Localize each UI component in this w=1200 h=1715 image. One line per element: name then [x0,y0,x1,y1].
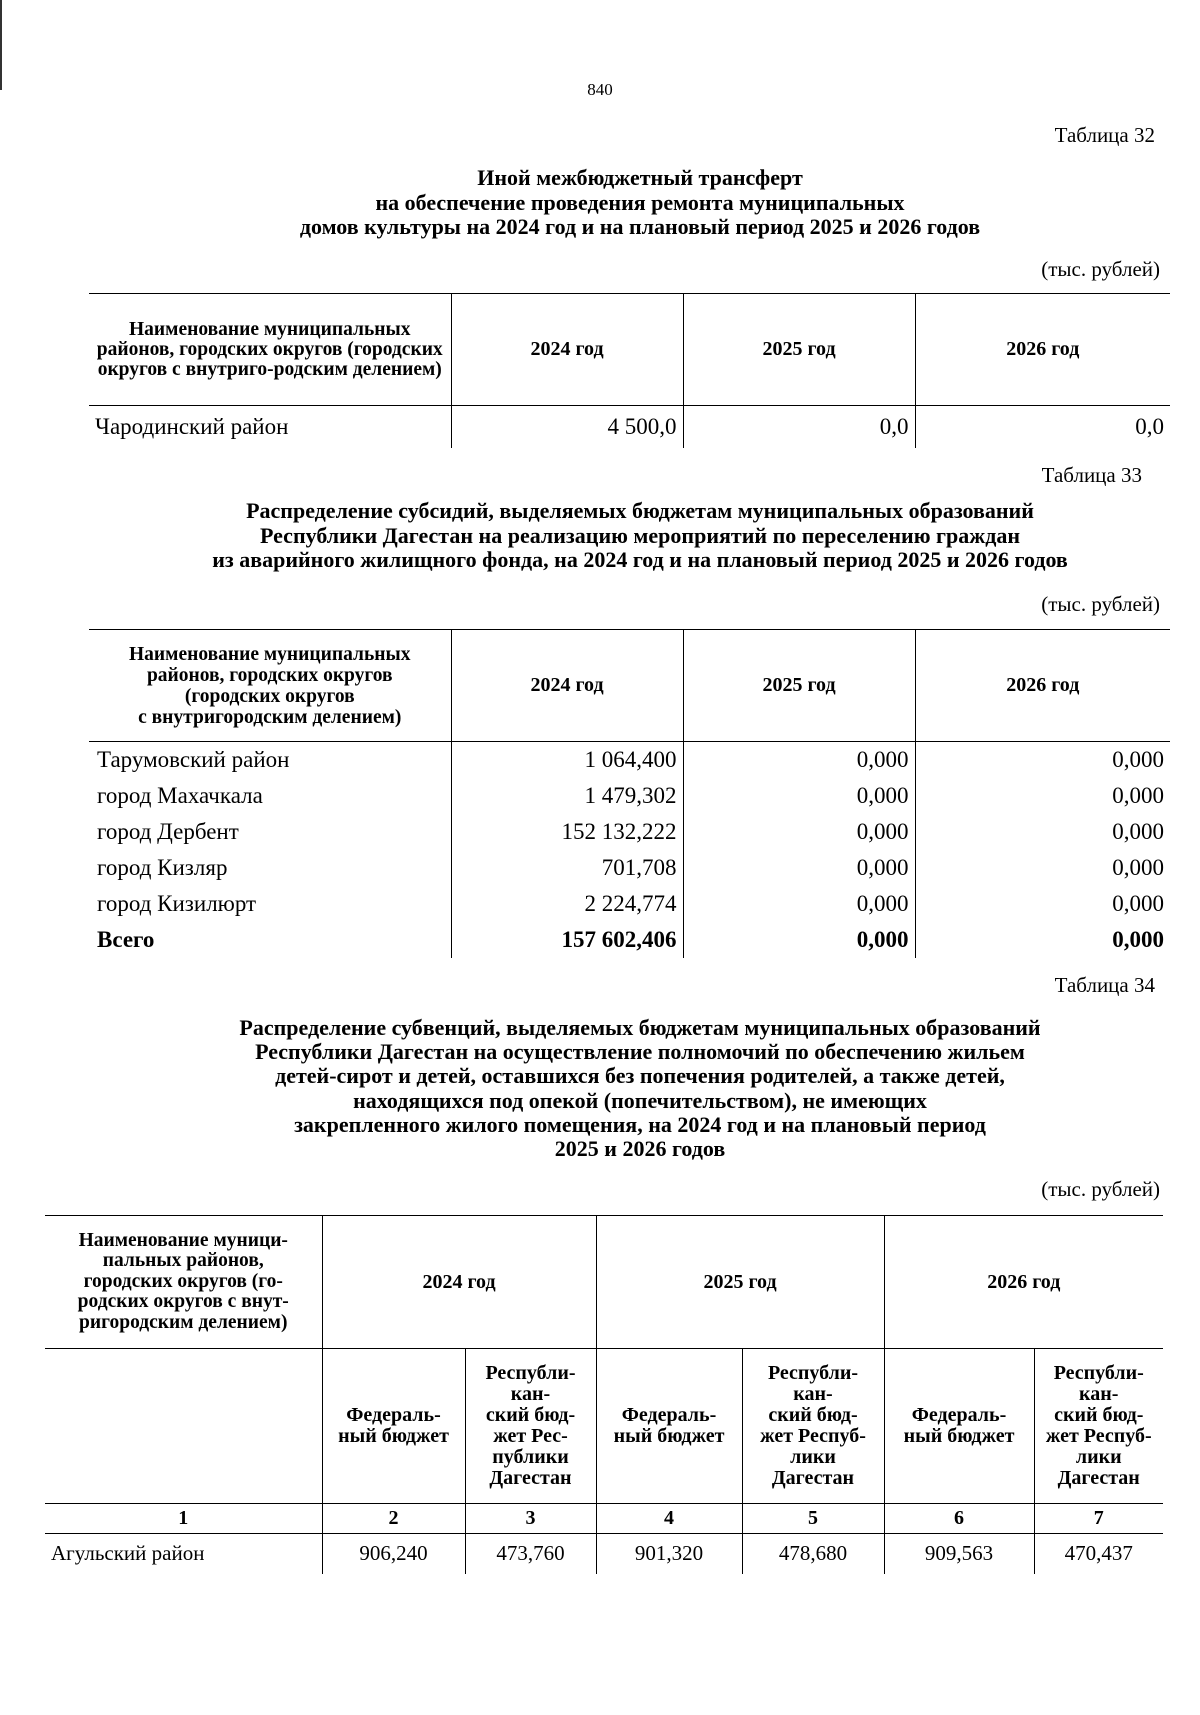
head-federal-2026 [884,1349,1034,1504]
head-line: ный бюджет [903,1425,1015,1447]
table34-title-line: Распределение субвенций, выделяемых бюджетам муниципальных образований [239,1015,1041,1040]
head-line: ский бюд- [1054,1404,1144,1426]
table33-label: Таблица 33 [1041,463,1142,487]
table-row [89,886,1170,922]
head-line: (городских округов [184,685,355,707]
head-line: пальных районов, [102,1250,264,1272]
row-value-2024: 152 132,222 [451,814,683,850]
head-federal-2024 [322,1349,465,1504]
table-row [89,850,1170,886]
total-label: Всего [89,922,451,958]
table32-title-line: домов культуры на 2024 год и на плановый период 2025 и 2026 годов [299,214,981,239]
table32 [89,293,1170,448]
head-line: Республи- [485,1362,576,1384]
row-value-2024: 4 500,0 [451,406,683,448]
table33-head-name [89,630,451,742]
table32-units: (тыс. рублей) [1041,257,1160,281]
table34-title [0,1016,1200,1161]
row-name: Агульский район [45,1534,322,1574]
table34-title-line: Республики Дагестан на осуществление полномочий по обеспечению жильем [255,1039,1025,1065]
row-value-2026: 0,0 [1135,413,1164,439]
table34-title-line: закрепленного жилого помещения, на 2024 год и на плановый период [294,1111,986,1137]
table-row [89,778,1170,814]
row-value-2026: 0,000 [1112,782,1164,808]
column-number: 6 [884,1504,1034,1534]
row-value-c2: 906,240 [322,1534,465,1574]
head-line: публики [492,1446,569,1468]
row-value-c6: 909,563 [884,1534,1034,1574]
table33 [89,629,1170,958]
column-number: 7 [1093,1507,1104,1529]
head-line: жет Рес- [493,1425,568,1447]
head-line: родских округов с внут- [77,1291,289,1313]
head-line: Дагестан [771,1467,855,1489]
scan-edge-mark [0,0,2,90]
row-value-2026: 0,000 [1112,854,1164,880]
table34-head-name [45,1216,322,1349]
column-number: 2 [322,1504,465,1534]
table-row [89,814,1170,850]
row-value-c3: 473,760 [465,1534,596,1574]
table34-column-numbers [45,1504,1163,1534]
table33-head-2026: 2026 год [1006,674,1080,696]
table33-title-line: Республики Дагестан на реализацию мероприятий по переселению граждан [260,522,1020,548]
page-number: 840 [587,80,613,99]
head-line: лики [1075,1446,1122,1468]
row-name: город Кизилюрт [89,886,451,922]
table33-units: (тыс. рублей) [1041,592,1160,616]
head-line: ный бюджет [338,1425,449,1447]
table33-title [0,499,1200,573]
total-2024: 157 602,406 [451,922,683,958]
head-line: кан- [510,1383,551,1405]
head-line: городских округов (го- [83,1270,283,1292]
row-name: город Махачкала [89,778,451,814]
table-total-row [89,922,1170,958]
head-line: с внутригородским делением) [138,706,402,728]
table-row [89,742,1170,778]
row-value-c4: 901,320 [596,1534,742,1574]
head-line: районов, городских округов [146,664,393,686]
table34 [45,1215,1163,1574]
table34-head-2024: 2024 год [322,1216,596,1349]
table34-head-2026: 2026 год [987,1270,1061,1293]
head-line: жет Респуб- [760,1425,866,1447]
row-value-2026: 0,000 [1112,890,1164,916]
head-federal-2025 [596,1349,742,1504]
row-value-2025: 0,000 [683,814,915,850]
head-republic-2026 [1034,1349,1163,1504]
table34-title-line: находящихся под опекой (попечительством), не имеющих [353,1087,927,1113]
table33-title-line: из аварийного жилищного фонда, на 2024 год и на плановый период 2025 и 2026 годов [212,547,1068,572]
head-line: ский бюд- [485,1404,576,1426]
total-2025: 0,000 [683,922,915,958]
table34-label: Таблица 34 [1054,973,1155,997]
table34-head-name-empty [45,1349,322,1504]
row-value-2025: 0,000 [683,742,915,778]
table34-header-budgets [45,1349,1163,1504]
table33-header-row [89,630,1170,742]
row-value-2025: 0,0 [683,406,915,448]
row-value-2025: 0,000 [683,850,915,886]
head-line: Наименование муници- [78,1229,288,1251]
row-value-2026: 0,000 [1112,746,1164,772]
head-line: кан- [793,1383,833,1405]
table32-header-row [89,294,1170,406]
row-value-2024: 2 224,774 [451,886,683,922]
row-name: Тарумовский район [89,742,451,778]
table32-head-name: Наименование муниципальных районов, городских округов (городских округов с внутриго-родским делением) [89,294,451,406]
column-number: 1 [45,1504,322,1534]
head-line: лики [790,1446,836,1468]
head-line: ригородским делением) [79,1311,288,1333]
head-line: Дагестан [489,1467,572,1489]
row-value-2024: 701,708 [451,850,683,886]
table32-head-2024: 2024 год [451,294,683,406]
row-name: Чародинский район [89,406,451,448]
row-name: город Кизляр [89,850,451,886]
head-line: жет Респуб- [1045,1425,1152,1447]
head-line: Федераль- [911,1404,1007,1426]
total-2026: 0,000 [1112,926,1164,952]
row-value-2026: 0,000 [1112,818,1164,844]
column-number: 5 [742,1504,884,1534]
head-line: кан- [1079,1383,1119,1405]
head-line: Республи- [1053,1362,1144,1384]
table32-title-line: Иной межбюджетный трансферт [477,165,803,190]
head-line: ский бюд- [768,1404,858,1426]
head-line: Федераль- [621,1404,717,1426]
head-republic-2025 [742,1349,884,1504]
table32-title-line: на обеспечение проведения ремонта муниципальных [375,189,905,215]
table32-title [0,166,1200,240]
table-row [45,1534,1163,1574]
head-line: Федераль- [346,1404,441,1426]
head-line: Наименование муниципальных [129,643,411,665]
row-value-2024: 1 064,400 [451,742,683,778]
head-republic-2024 [465,1349,596,1504]
row-value-2025: 0,000 [683,778,915,814]
row-value-c7: 470,437 [1064,1541,1133,1566]
head-line: Дагестан [1057,1467,1140,1489]
table34-head-2025: 2025 год [596,1216,884,1349]
table33-head-2025: 2025 год [683,630,915,742]
head-line: ный бюджет [613,1425,725,1447]
table32-head-2025: 2025 год [683,294,915,406]
table34-units: (тыс. рублей) [1041,1177,1160,1201]
row-value-2025: 0,000 [683,886,915,922]
table32-label: Таблица 32 [1054,123,1155,147]
table33-head-2024: 2024 год [451,630,683,742]
table32-head-2026: 2026 год [1006,338,1080,360]
table33-title-line: Распределение субсидий, выделяемых бюджетам муниципальных образований [246,498,1034,523]
row-value-2024: 1 479,302 [451,778,683,814]
table34-title-line: детей-сирот и детей, оставшихся без попечения родителей, а также детей, [275,1063,1005,1089]
table-row [89,406,1170,448]
head-line: Республи- [767,1362,859,1384]
row-value-c5: 478,680 [742,1534,884,1574]
column-number: 3 [465,1504,596,1534]
table34-title-line: 2025 и 2026 годов [554,1136,726,1162]
column-number: 4 [596,1504,742,1534]
table34-header-years [45,1216,1163,1349]
row-name: город Дербент [89,814,451,850]
